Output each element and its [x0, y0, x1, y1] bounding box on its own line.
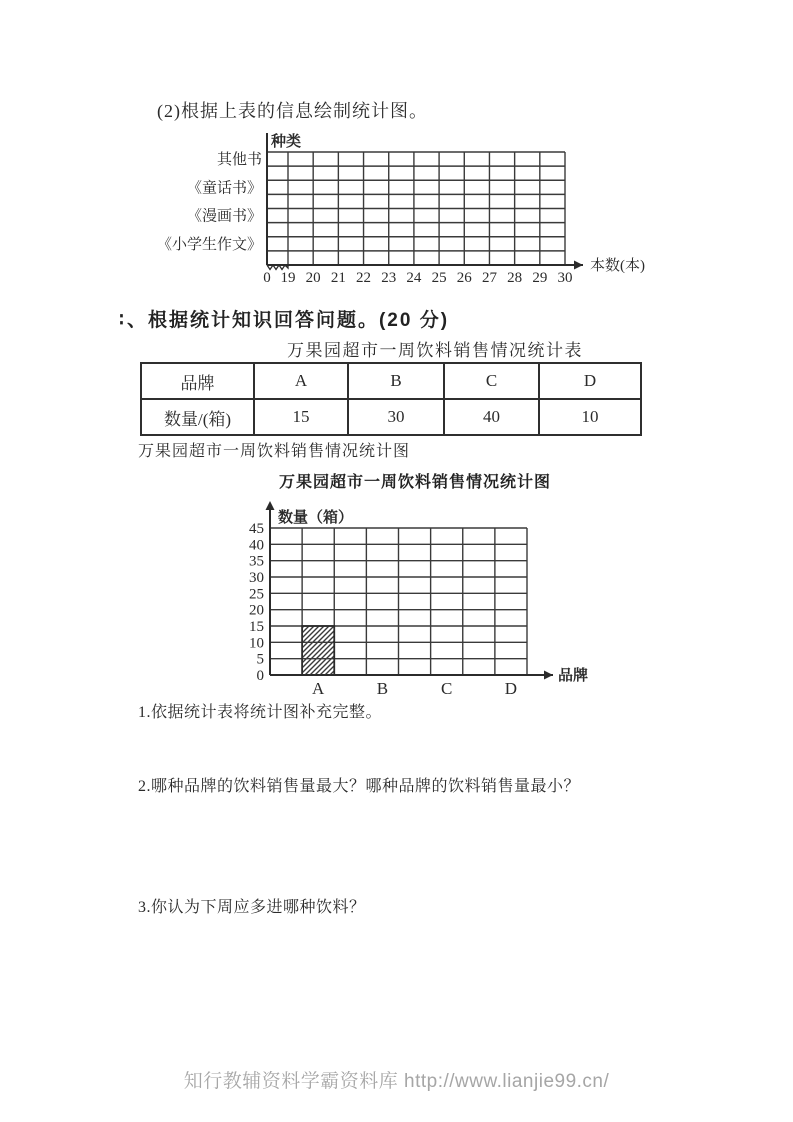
svg-text:《小学生作文》: 《小学生作文》 [156, 236, 262, 253]
svg-text:21: 21 [330, 270, 346, 286]
book-category-grid-chart [150, 118, 680, 298]
svg-text:15: 15 [249, 619, 264, 635]
svg-text:30: 30 [557, 270, 573, 286]
svg-text:0: 0 [263, 270, 271, 286]
svg-text:20: 20 [249, 602, 264, 619]
drink-sales-table [140, 362, 642, 436]
question-3: 3.你认为下周应多进哪种饮料？ [138, 899, 366, 916]
header-brand-a: A [254, 363, 348, 399]
question-1: 1.依据统计表将统计图补充完整。 [138, 704, 383, 721]
svg-text:《漫画书》: 《漫画书》 [186, 208, 262, 225]
bar-A [302, 626, 334, 675]
section-number-partial: ∶ [119, 310, 126, 331]
table-row [141, 399, 641, 435]
drink-sales-bar-chart [230, 490, 600, 710]
section-heading [119, 305, 449, 332]
svg-text:29: 29 [532, 270, 548, 286]
footer-watermark: 知行教辅资料学霸资料库 http://www.lianjie99.cn/ [183, 1071, 610, 1092]
qty-b: 30 [348, 399, 444, 435]
svg-text:《童话书》: 《童话书》 [186, 180, 262, 197]
svg-text:本数(本): 本数(本) [590, 258, 645, 274]
question-2: 2.哪种品牌的饮料销售量最大？哪种品牌的饮料销售量最小？ [138, 778, 581, 795]
svg-text:40: 40 [249, 537, 264, 554]
header-brand-c: C [444, 363, 539, 399]
svg-text:30: 30 [249, 570, 264, 586]
sub-question-2-intro: (2)根据上表的信息绘制统计图。 [157, 101, 428, 121]
header-brand: 品牌 [141, 363, 254, 399]
svg-text:其他书: 其他书 [216, 152, 262, 169]
qty-c: 40 [444, 399, 539, 435]
svg-text:0: 0 [256, 668, 264, 684]
svg-text:23: 23 [381, 270, 397, 286]
svg-text:B: B [376, 679, 389, 698]
svg-text:5: 5 [256, 651, 264, 668]
svg-text:品牌: 品牌 [558, 667, 589, 684]
qty-d: 10 [539, 399, 641, 435]
svg-text:20: 20 [305, 270, 321, 286]
svg-text:35: 35 [249, 553, 264, 570]
svg-text:C: C [441, 679, 453, 698]
table-header-row [141, 363, 641, 399]
svg-text:19: 19 [280, 270, 296, 286]
header-brand-d: D [539, 363, 641, 399]
header-brand-b: B [348, 363, 444, 399]
sales-table-title: 万果园超市一周饮料销售情况统计表 [287, 341, 583, 360]
bar-chart-caption: 万果园超市一周饮料销售情况统计图 [138, 443, 411, 460]
bar-chart-title: 万果园超市一周饮料销售情况统计图 [279, 474, 552, 491]
section-heading-text: 、根据统计知识回答问题。(20 分) [126, 310, 450, 331]
svg-text:24: 24 [406, 270, 422, 286]
svg-text:D: D [504, 679, 518, 698]
row-label-quantity: 数量/(箱) [141, 399, 254, 435]
svg-text:28: 28 [507, 270, 523, 286]
svg-text:数量（箱）: 数量（箱） [278, 509, 354, 526]
svg-text:27: 27 [481, 270, 497, 286]
svg-text:26: 26 [456, 270, 472, 286]
qty-a: 15 [254, 399, 348, 435]
svg-text:45: 45 [249, 521, 264, 537]
svg-text:10: 10 [249, 635, 264, 652]
svg-text:25: 25 [249, 586, 264, 603]
svg-text:22: 22 [356, 270, 372, 286]
svg-text:A: A [312, 679, 325, 698]
svg-text:25: 25 [431, 270, 447, 286]
svg-text:种类: 种类 [271, 133, 302, 150]
